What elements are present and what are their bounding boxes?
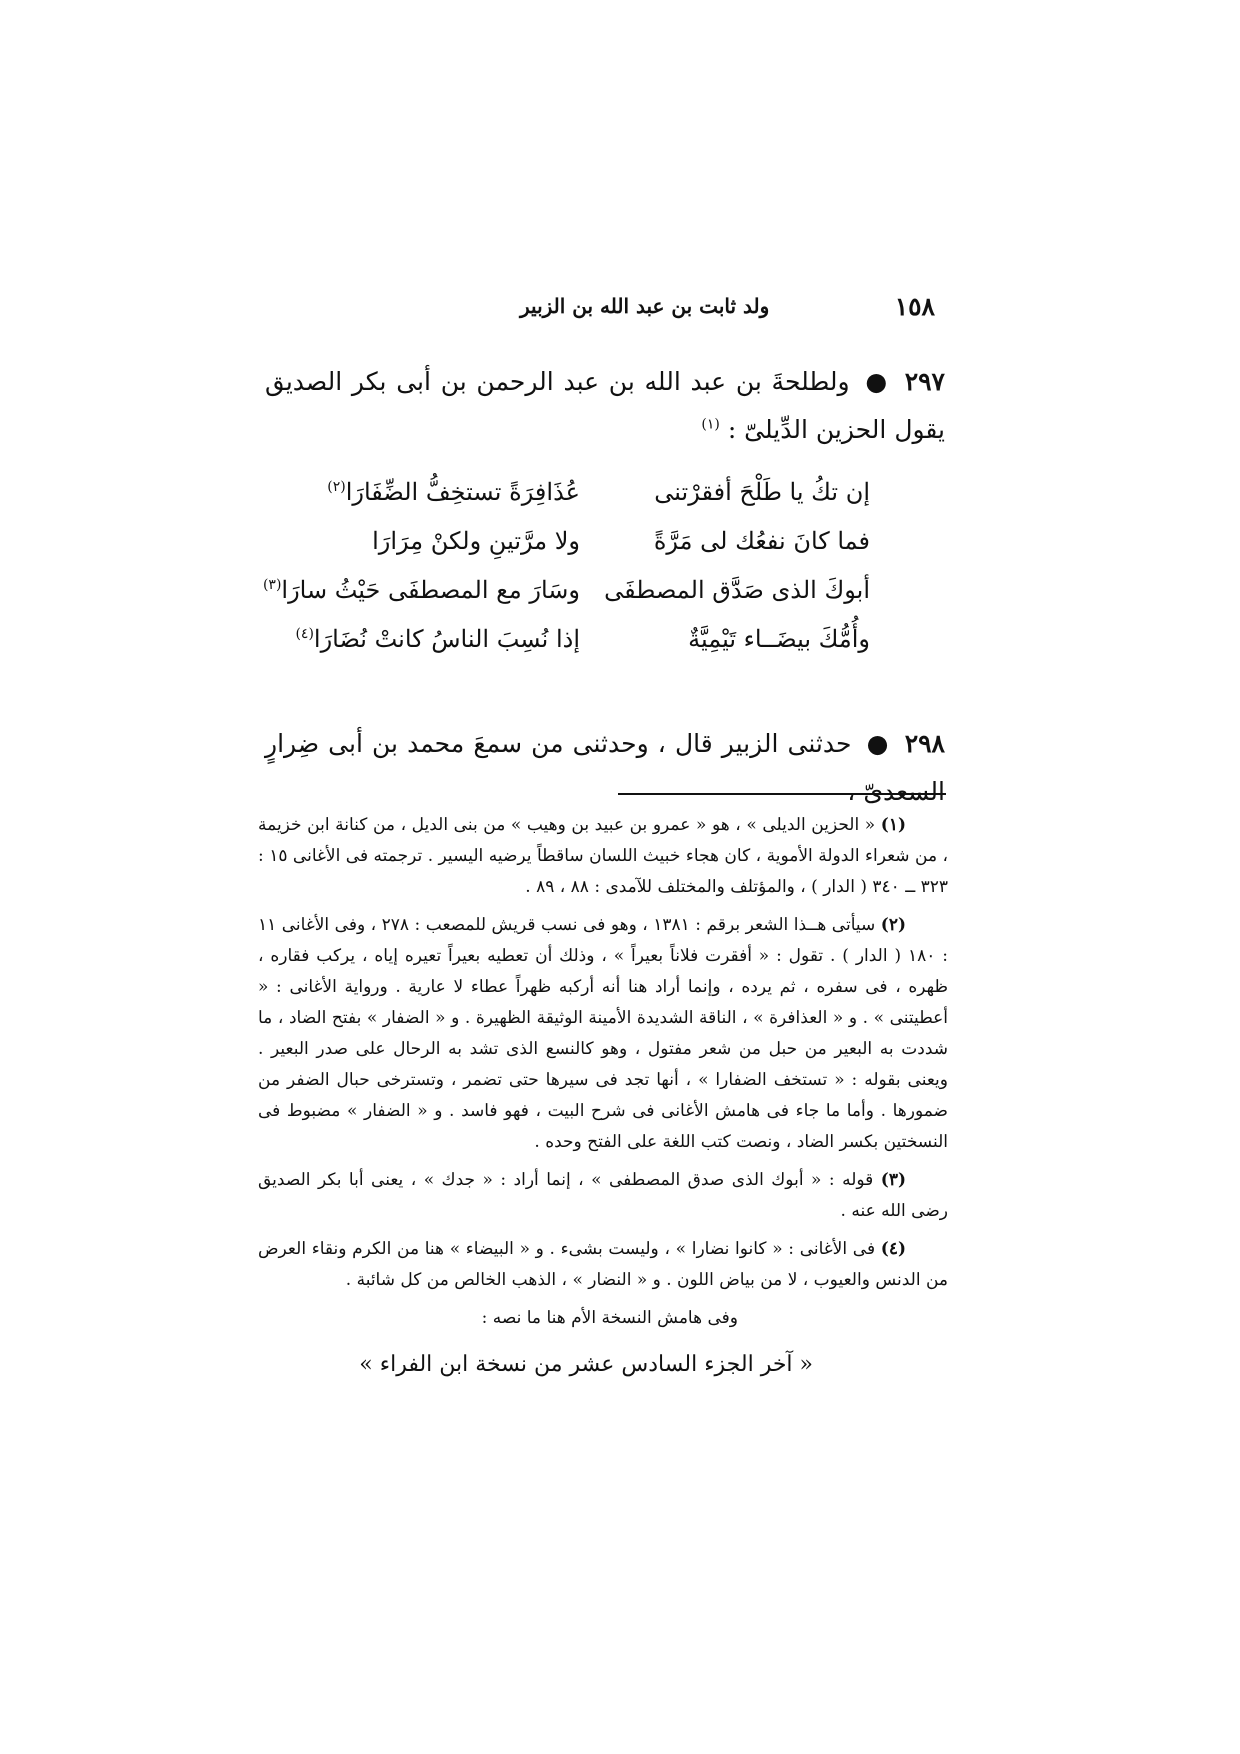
footnote [258, 1234, 948, 1296]
footnote-number: (١) [880, 815, 907, 835]
bullet-icon: ● [865, 367, 889, 396]
verse-first-hemistich: أبوكَ الذى صَدَّق المصطفَى [604, 576, 870, 604]
footnote-number: (٢) [880, 915, 906, 935]
entry-297 [265, 358, 945, 454]
verse [262, 566, 870, 615]
footnote-ref: (١) [701, 416, 720, 433]
footnote-text: قوله : « أبوك الذى صدق المصطفى » ، إنما أراد : « جدك » ، يعنى أبا بكر الصديق رضى الله عنه . [258, 1170, 948, 1221]
verse-first-hemistich: إن تكُ يا طَلْحَ أفقرْتنى [654, 478, 870, 506]
running-head [285, 288, 935, 324]
footnote-ref: (٤) [295, 626, 314, 642]
entry-text: ولطلحةَ بن عبد الله بن عبد الرحمن بن أبى بكر الصديق يقول الحزين الدِّيلىّ : [265, 367, 945, 444]
margin-note: وفى هامش النسخة الأم هنا ما نصه : [481, 1308, 738, 1328]
footnote-ref: (٣) [262, 577, 282, 593]
verse [310, 468, 870, 517]
entry-number: ٢٩٧ [904, 367, 945, 396]
running-title: ولد ثابت بن عبد الله بن الزبير [520, 294, 770, 318]
verse-second-hemistich: إذا نُسِبَ الناسُ كانتْ نُضَارَا$^{(٤)}$ [295, 625, 580, 653]
footnotes [258, 810, 948, 1382]
footnote [258, 910, 948, 1158]
verse-first-hemistich: فما كانَ نفعُك لى مَرَّةً [653, 527, 870, 555]
verse-first-hemistich: وأُمُّكَ بيضَــاء تَيْمِيَّةٌ [688, 625, 870, 653]
footnote-number: (٤) [880, 1239, 907, 1259]
page-number: ١٥٨ [894, 291, 935, 321]
verse [295, 615, 870, 664]
verse [310, 517, 870, 566]
entry-number: ٢٩٨ [904, 729, 945, 758]
footnote [258, 810, 948, 903]
verse-second-hemistich: ولا مرَّتينِ ولكنْ مِرَارَا [372, 527, 580, 555]
footnote-text: فى الأغانى : « كانوا نضارا » ، وليست بشىء . و « البيضاء » هنا من الكرم ونقاء العرض من الدنس والعيوب ، لا من بياض اللون . و « النضار » ، الذهب الخالص من كل شائبة . [258, 1239, 948, 1290]
bullet-icon: ● [866, 729, 890, 758]
end-note: « آخر الجزء السادس عشر من نسخة ابن الفراء » [359, 1352, 813, 1377]
verse-second-hemistich: وسَارَ مع المصطفَى حَيْثُ سارَا$^{(٣)}$ [262, 576, 580, 604]
footnote [258, 1165, 948, 1227]
entry-298 [265, 720, 945, 816]
footnote-number: (٣) [880, 1170, 907, 1190]
footnote-ref: (٢) [327, 479, 346, 495]
footnote-divider [618, 793, 946, 795]
entry-text: حدثنى الزبير قال ، وحدثنى من سمعَ محمد بن أبى ضِرارٍ السعدىّ ، [265, 729, 945, 806]
footnote-text: سيأتى هــذا الشعر برقم : ١٣٨١ ، وهو فى نسب قريش للمصعب : ٢٧٨ ، وفى الأغانى ١١ : ١٨٠ ( الدار ) . تقول : « أفقرت فلاناً بعيراً » ، وذلك أن تعطيه بعيراً تعيره إياه ، يركب فقاره ، ظهره ، فى سفره ، ثم يرده ، وإنما أراد هنا أنه أركبه ظهراً عطاء لا عارية . ورواية الأغانى : « أعطيتنى » . و « العذافرة » ، الناقة الشديدة الأمينة الوثيقة الظهيرة . و « الضفار » بفتح الضاد ، ما شددت به البعير من حبل من شعر مفتول ، وهو كالنسع الذى تشد به الرحال على صدر البعير . ويعنى بقوله : « تستخف الضفارا » ، أنها تجد فى سيرها حتى تضمر ، وتسترخى حبال الضفر من ضمورها . وأما ما جاء فى هامش الأغانى فى شرح البيت ، فهو فاسد . و « الضفار » مضبوط فى النسختين بكسر الضاد ، ونصت كتب اللغة على الفتح وحده . [258, 915, 948, 1152]
verse-second-hemistich: عُذَافِرَةً تستخِفُّ الضِّفَارَا$^{(٢)}$ [327, 478, 580, 506]
poem [262, 468, 870, 664]
footnote-text: « الحزين الديلى » ، هو « عمرو بن عبيد بن وهيب » من بنى الديل ، من كنانة ابن خزيمة ، من شعراء الدولة الأموية ، كان هجاء خبيث اللسان ساقطاً يرضيه اليسير . ترجمته فى الأغانى ١٥ : ٣٢٣ ــ ٣٤٠ ( الدار ) ، والمؤتلف والمختلف للآمدى : ٨٨ ، ٨٩ . [258, 815, 948, 897]
